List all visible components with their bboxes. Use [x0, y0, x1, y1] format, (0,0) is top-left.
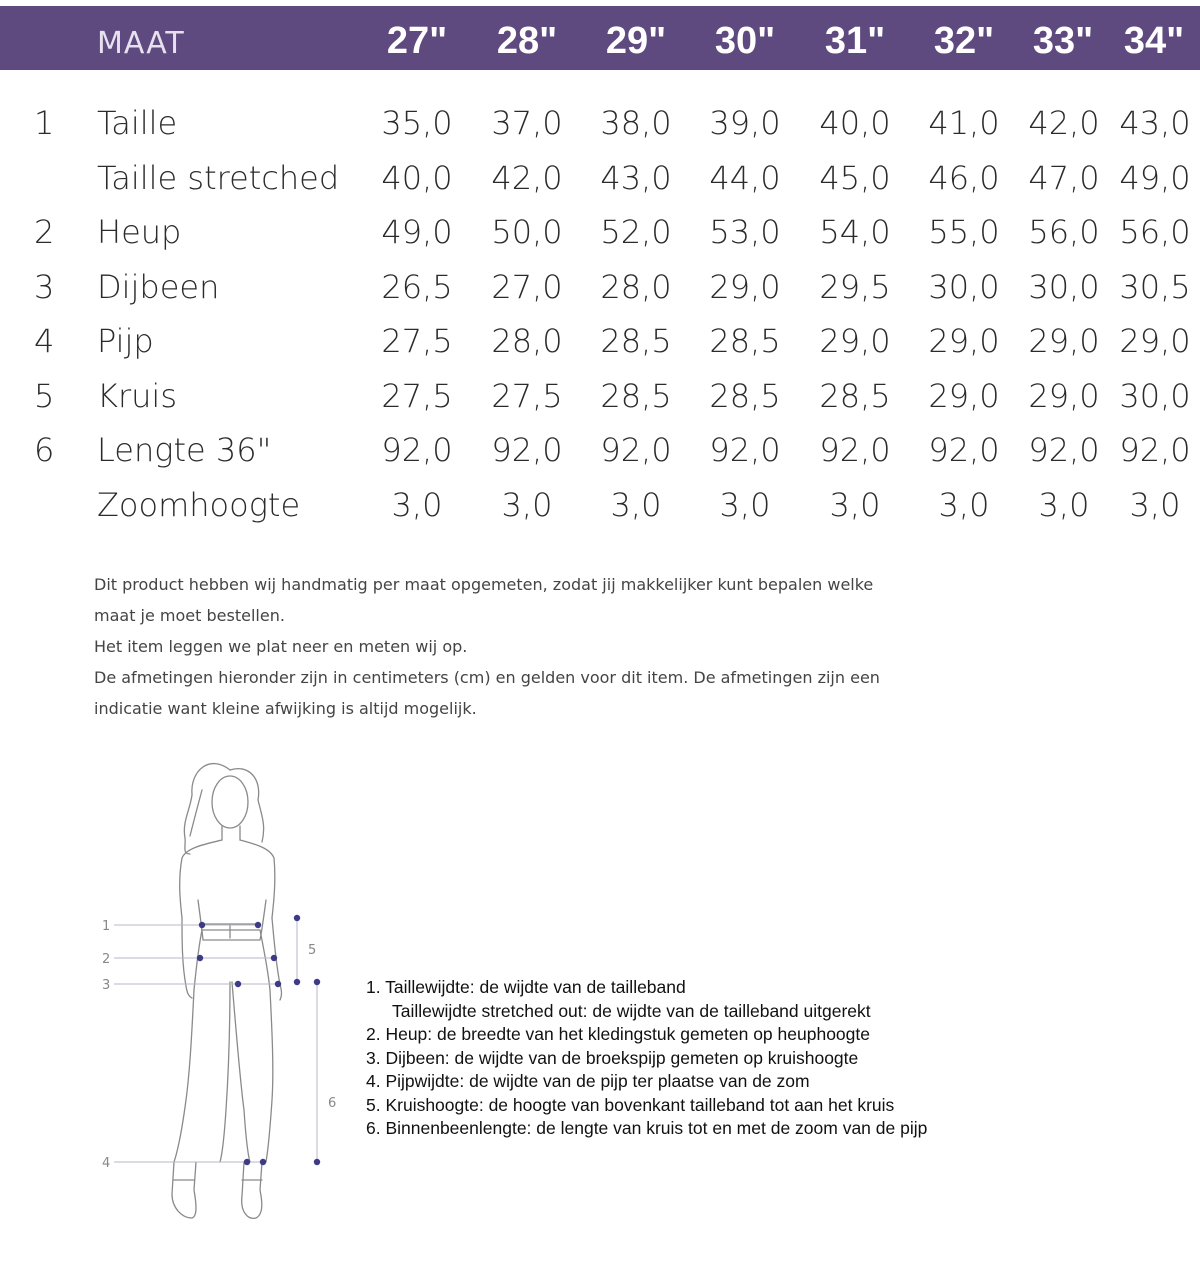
- table-cell: 38,0: [600, 104, 672, 142]
- marker-2: 2: [102, 952, 111, 967]
- table-row: [0, 104, 1200, 158]
- table-cell: 37,0: [491, 104, 563, 142]
- table-cell: 42,0: [1028, 104, 1100, 142]
- measurement-figure: [90, 750, 350, 1240]
- table-cell: 39,0: [709, 104, 781, 142]
- table-row: [0, 322, 1200, 376]
- table-cell: 92,0: [1028, 431, 1100, 469]
- table-cell: 49,0: [381, 213, 453, 251]
- table-cell: 43,0: [1119, 104, 1191, 142]
- table-cell: 3,0: [610, 486, 662, 524]
- table-cell: 92,0: [381, 431, 453, 469]
- marker-1: 1: [102, 919, 111, 934]
- table-cell: 43,0: [600, 159, 672, 197]
- table-cell: 53,0: [709, 213, 781, 251]
- figure-illustration: [90, 750, 350, 1240]
- table-cell: 29,0: [1119, 322, 1191, 360]
- measurement-guides: [114, 918, 317, 1162]
- table-cell: 29,0: [928, 322, 1000, 360]
- table-cell: 29,0: [1028, 322, 1100, 360]
- table-cell: 30,5: [1119, 268, 1191, 306]
- table-cell: 92,0: [928, 431, 1000, 469]
- table-cell: 54,0: [819, 213, 891, 251]
- table-cell: 29,0: [819, 322, 891, 360]
- marker-3: 3: [102, 978, 111, 993]
- table-row: [0, 377, 1200, 431]
- table-cell: 28,5: [600, 322, 672, 360]
- table-cell: 3,0: [719, 486, 771, 524]
- table-row: [0, 268, 1200, 322]
- row-label: Kruis: [97, 377, 177, 415]
- size-heading: 34": [1123, 20, 1185, 62]
- size-heading: 31": [824, 20, 886, 62]
- row-label: Taille stretched: [97, 159, 340, 197]
- description-line: maat je moet bestellen.: [94, 606, 285, 625]
- row-number: 2: [34, 213, 55, 251]
- description-line: De afmetingen hieronder zijn in centimeters (cm) en gelden voor dit item. De afmetingen zijn een: [94, 668, 880, 687]
- table-cell: 27,5: [491, 377, 563, 415]
- table-cell: 92,0: [819, 431, 891, 469]
- table-cell: 27,5: [381, 322, 453, 360]
- size-header-label: MAAT: [97, 26, 185, 61]
- table-cell: 49,0: [1119, 159, 1191, 197]
- table-cell: 29,0: [709, 268, 781, 306]
- size-heading: 28": [496, 20, 558, 62]
- table-cell: 41,0: [928, 104, 1000, 142]
- table-cell: 3,0: [829, 486, 881, 524]
- size-header-bar: [0, 6, 1200, 70]
- table-cell: 40,0: [819, 104, 891, 142]
- table-cell: 28,5: [709, 377, 781, 415]
- table-cell: 3,0: [391, 486, 443, 524]
- row-number: 3: [34, 268, 55, 306]
- table-cell: 55,0: [928, 213, 1000, 251]
- table-cell: 56,0: [1119, 213, 1191, 251]
- size-heading: 32": [933, 20, 995, 62]
- table-cell: 28,5: [819, 377, 891, 415]
- row-number: 4: [34, 322, 55, 360]
- table-row: [0, 431, 1200, 485]
- table-cell: 44,0: [709, 159, 781, 197]
- table-cell: 92,0: [491, 431, 563, 469]
- legend-item: 5. Kruishoogte: de hoogte van bovenkant tailleband tot aan het kruis: [366, 1094, 895, 1115]
- size-heading: 30": [714, 20, 776, 62]
- table-cell: 3,0: [1038, 486, 1090, 524]
- table-cell: 26,5: [381, 268, 453, 306]
- table-cell: 40,0: [381, 159, 453, 197]
- marker-4: 4: [102, 1156, 111, 1171]
- table-cell: 28,0: [491, 322, 563, 360]
- row-label: Dijbeen: [97, 268, 220, 306]
- table-cell: 3,0: [501, 486, 553, 524]
- table-row: [0, 159, 1200, 213]
- table-cell: 35,0: [381, 104, 453, 142]
- size-heading: 29": [605, 20, 667, 62]
- table-cell: 52,0: [600, 213, 672, 251]
- table-cell: 92,0: [709, 431, 781, 469]
- measurement-legend: [366, 976, 927, 1141]
- table-cell: 28,5: [600, 377, 672, 415]
- table-cell: 30,0: [928, 268, 1000, 306]
- table-cell: 92,0: [600, 431, 672, 469]
- legend-item: Taillewijdte stretched out: de wijdte van de tailleband uitgerekt: [392, 1000, 871, 1021]
- table-row: [0, 213, 1200, 267]
- table-cell: 42,0: [491, 159, 563, 197]
- legend-item: 1. Taillewijdte: de wijdte van de tailleband: [366, 977, 686, 997]
- legend-item: 6. Binnenbeenlengte: de lengte van kruis tot en met de zoom van de pijp: [366, 1118, 928, 1138]
- row-label: Pijp: [97, 322, 154, 360]
- table-cell: 45,0: [819, 159, 891, 197]
- table-cell: 28,0: [600, 268, 672, 306]
- table-cell: 29,0: [1028, 377, 1100, 415]
- table-cell: 56,0: [1028, 213, 1100, 251]
- table-cell: 92,0: [1119, 431, 1191, 469]
- table-cell: 3,0: [1129, 486, 1181, 524]
- table-cell: 28,5: [709, 322, 781, 360]
- measurement-dots: [197, 915, 320, 1165]
- table-cell: 29,5: [819, 268, 891, 306]
- marker-6: 6: [328, 1096, 337, 1111]
- row-label: Lengte 36": [97, 431, 272, 469]
- row-number: 1: [34, 104, 55, 142]
- table-cell: 27,5: [381, 377, 453, 415]
- description-line: Het item leggen we plat neer en meten wij op.: [94, 637, 468, 656]
- size-heading: 33": [1032, 20, 1094, 62]
- legend-item: 2. Heup: de breedte van het kledingstuk gemeten op heuphoogte: [366, 1024, 870, 1044]
- table-cell: 46,0: [928, 159, 1000, 197]
- description-line: indicatie want kleine afwijking is altijd mogelijk.: [94, 699, 477, 718]
- measurement-description: [94, 569, 914, 724]
- table-cell: 27,0: [491, 268, 563, 306]
- description-line: Dit product hebben wij handmatig per maat opgemeten, zodat jij makkelijker kunt bepalen welke: [94, 575, 874, 594]
- marker-5: 5: [308, 943, 317, 958]
- size-heading: 27": [386, 20, 448, 62]
- row-label: Heup: [97, 213, 182, 251]
- table-cell: 3,0: [938, 486, 990, 524]
- table-cell: 30,0: [1119, 377, 1191, 415]
- table-row: [0, 486, 1200, 540]
- table-cell: 50,0: [491, 213, 563, 251]
- table-cell: 47,0: [1028, 159, 1100, 197]
- table-cell: 30,0: [1028, 268, 1100, 306]
- row-label: Taille: [97, 104, 178, 142]
- row-label: Zoomhoogte: [97, 486, 301, 524]
- legend-item: 4. Pijpwijdte: de wijdte van de pijp ter plaatse van de zom: [366, 1071, 810, 1091]
- row-number: 5: [34, 377, 55, 415]
- woman-outline: [172, 764, 282, 1219]
- legend-item: 3. Dijbeen: de wijdte van de broekspijp gemeten op kruishoogte: [366, 1047, 859, 1068]
- table-cell: 29,0: [928, 377, 1000, 415]
- row-number: 6: [34, 431, 55, 469]
